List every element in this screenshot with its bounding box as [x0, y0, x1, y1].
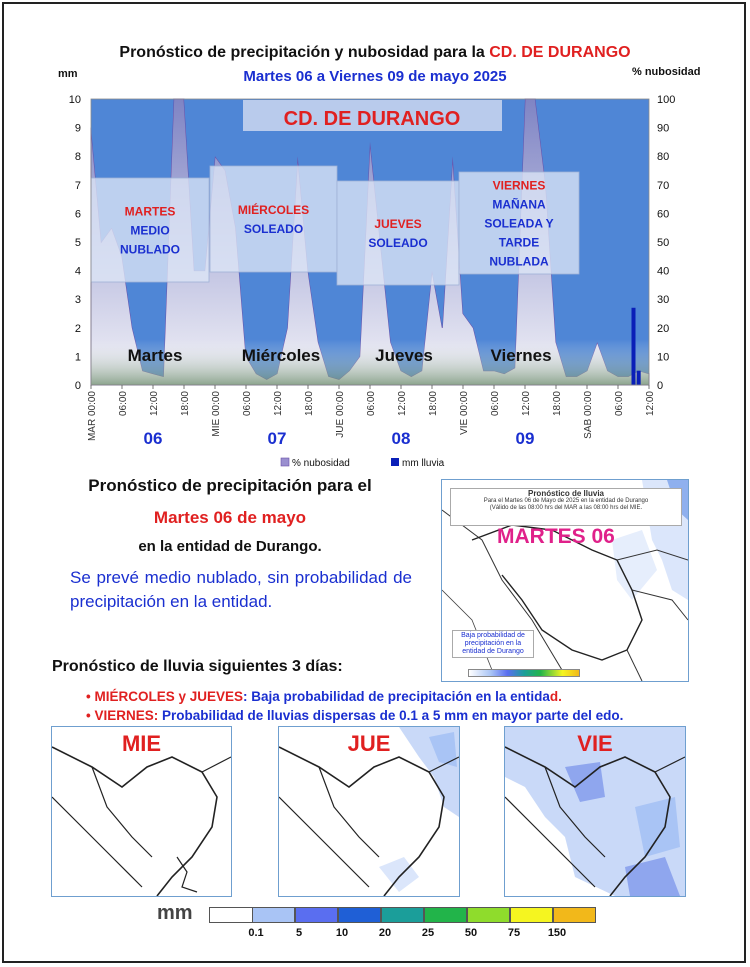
inset-map-scale: [468, 669, 580, 677]
forecast-description: Se prevé medio nublado, sin probabilidad de precipitación en la entidad.: [70, 568, 412, 611]
day-number: 09: [515, 429, 535, 448]
y-tick-left: 3: [74, 294, 81, 307]
scale-label: 20: [378, 927, 392, 939]
y-tick-right: 0: [657, 380, 664, 392]
map-vie-label: VIE: [577, 731, 613, 756]
y-tick-left: 8: [74, 151, 81, 164]
day-box-title: MARTES: [124, 204, 176, 219]
scale-label: 5: [295, 927, 303, 939]
city-box-label: CD. DE DURANGO: [283, 108, 461, 130]
x-tick-label: VIE 00:00: [459, 391, 470, 435]
map-jue: [278, 726, 460, 897]
day-number: 07: [267, 429, 287, 448]
scale-label: 150: [547, 927, 567, 939]
y-tick-right: 60: [657, 208, 670, 221]
map-jue-label: JUE: [347, 731, 391, 756]
next-days-heading: Pronóstico de lluvia siguientes 3 días:: [52, 658, 343, 675]
y-tick-right: 90: [657, 122, 670, 135]
day-box-line: SOLEADO: [368, 236, 428, 250]
y-tick-right: 40: [657, 265, 670, 278]
x-tick-label: 18:00: [552, 391, 563, 417]
x-tick-label: 06:00: [490, 391, 501, 417]
x-tick-label: 06:00: [242, 391, 253, 417]
x-tick-label: 12:00: [645, 391, 656, 417]
scale-label: 25: [421, 927, 435, 939]
day-box-line: NUBLADO: [120, 242, 180, 257]
legend-swatch-cloud: [281, 458, 289, 466]
day-name: Viernes: [490, 346, 552, 365]
scale-swatch: [467, 907, 510, 923]
scale-label: 10: [335, 927, 349, 939]
x-tick-label: JUE 00:00: [335, 391, 346, 438]
day-box-title: VIERNES: [492, 178, 546, 193]
day-box-line: MEDIO: [130, 223, 170, 238]
legend-label-cloud: % nubosidad: [292, 458, 350, 469]
x-tick-label: MIE 00:00: [211, 391, 222, 437]
y-tick-left: 4: [74, 265, 81, 278]
x-tick-label: SAB 00:00: [583, 391, 594, 439]
scale-swatch: [381, 907, 424, 923]
y-tick-right: 50: [657, 237, 670, 249]
scale-swatch: [553, 907, 596, 923]
y-tick-left: 2: [74, 322, 81, 335]
scale-swatch: [510, 907, 553, 923]
x-tick-label: 12:00: [273, 391, 284, 417]
scale-swatch: [209, 907, 255, 923]
inset-map-note: Baja probabilidad de precipitación en la entidad de Durango: [452, 630, 534, 658]
map-mie-label: MIE: [121, 731, 162, 756]
y-tick-left: 7: [74, 179, 81, 192]
chart-subtitle: Martes 06 a Viernes 09 de mayo 2025: [243, 68, 507, 85]
y-tick-left: 0: [74, 380, 81, 392]
scale-label: 75: [507, 927, 521, 939]
scale-swatch: [338, 907, 381, 923]
day-box-line: SOLEADO: [243, 222, 304, 236]
map-mie: [51, 726, 232, 897]
inset-map-sub2: (Válido de las 08:00 hrs del MAR a las 08:00 hrs del MIE.: [489, 505, 643, 511]
forecast-heading: Pronóstico de precipitación para el: [88, 476, 372, 495]
day-number: 08: [391, 429, 411, 448]
y-tick-left: 5: [74, 237, 81, 249]
day-number: 06: [143, 429, 163, 448]
scale-swatch: [252, 907, 295, 923]
x-tick-label: 06:00: [614, 391, 625, 417]
rain-bar: [637, 371, 641, 385]
x-tick-label: 12:00: [149, 391, 160, 417]
scale-swatch: [424, 907, 467, 923]
bullet-wed-thu: • MIÉRCOLES y JUEVES: Baja probabilidad de precipitación en la entidad.: [86, 689, 562, 704]
inset-map-header: [450, 488, 682, 526]
scale-unit: mm: [157, 902, 193, 924]
x-tick-label: MAR 00:00: [87, 391, 98, 442]
inset-map-label: MARTES 06: [497, 525, 615, 548]
inset-map-sub1: Para el Martes 06 de Mayo de 2025 en la entidad de Durango: [483, 498, 649, 504]
y-tick-left: 10: [68, 94, 81, 106]
y-tick-right: 30: [657, 294, 670, 307]
day-box-title: MIÉRCOLES: [237, 203, 310, 217]
day-box-line: TARDE: [498, 235, 540, 250]
day-name: Miércoles: [241, 346, 321, 365]
day-box-title: JUEVES: [374, 217, 422, 231]
day-box: [210, 166, 337, 272]
chart-title: Pronóstico de precipitación y nubosidad para la CD. DE DURANGO: [119, 44, 631, 61]
day-box-line: NUBLADA: [489, 254, 549, 269]
x-tick-label: 18:00: [428, 391, 439, 417]
chart-legend: [281, 458, 445, 469]
forecast-entity: en la entidad de Durango.: [138, 538, 322, 555]
y-axis-label-left: mm: [58, 68, 78, 80]
day-box: [337, 181, 459, 285]
day-name: Martes: [127, 346, 183, 365]
y-tick-right: 80: [657, 151, 670, 164]
day-box-line: MAÑANA: [492, 197, 546, 212]
scale-swatch: [295, 907, 338, 923]
y-tick-left: 6: [74, 208, 81, 221]
y-tick-right: 20: [657, 322, 670, 335]
x-tick-label: 12:00: [521, 391, 532, 417]
x-tick-label: 06:00: [118, 391, 129, 417]
x-tick-label: 18:00: [304, 391, 315, 417]
x-tick-label: 18:00: [180, 391, 191, 417]
y-tick-right: 70: [657, 179, 670, 192]
inset-rain-map: [441, 479, 689, 682]
legend-swatch-rain: [391, 458, 399, 466]
y-axis-label-right: % nubosidad: [632, 66, 701, 78]
y-tick-left: 1: [74, 351, 81, 364]
scale-label: 50: [464, 927, 478, 939]
legend-label-rain: mm lluvia: [402, 458, 445, 469]
map-vie: [504, 726, 686, 897]
y-tick-right: 100: [657, 94, 676, 106]
day-box-line: SOLEADA Y: [484, 216, 554, 231]
forecast-chart: [0, 0, 750, 470]
day-name: Jueves: [375, 346, 433, 365]
y-tick-left: 9: [74, 122, 81, 135]
y-tick-right: 10: [657, 351, 670, 364]
inset-map-title: Pronóstico de lluvia: [527, 489, 604, 498]
scale-label: 0.1: [248, 927, 264, 939]
forecast-date: Martes 06 de mayo: [153, 508, 307, 527]
rain-bar: [632, 308, 636, 385]
x-tick-label: 12:00: [397, 391, 408, 417]
x-tick-label: 06:00: [366, 391, 377, 417]
bullet-fri: • VIERNES: Probabilidad de lluvias dispersas de 0.1 a 5 mm en mayor parte del edo.: [86, 708, 624, 723]
